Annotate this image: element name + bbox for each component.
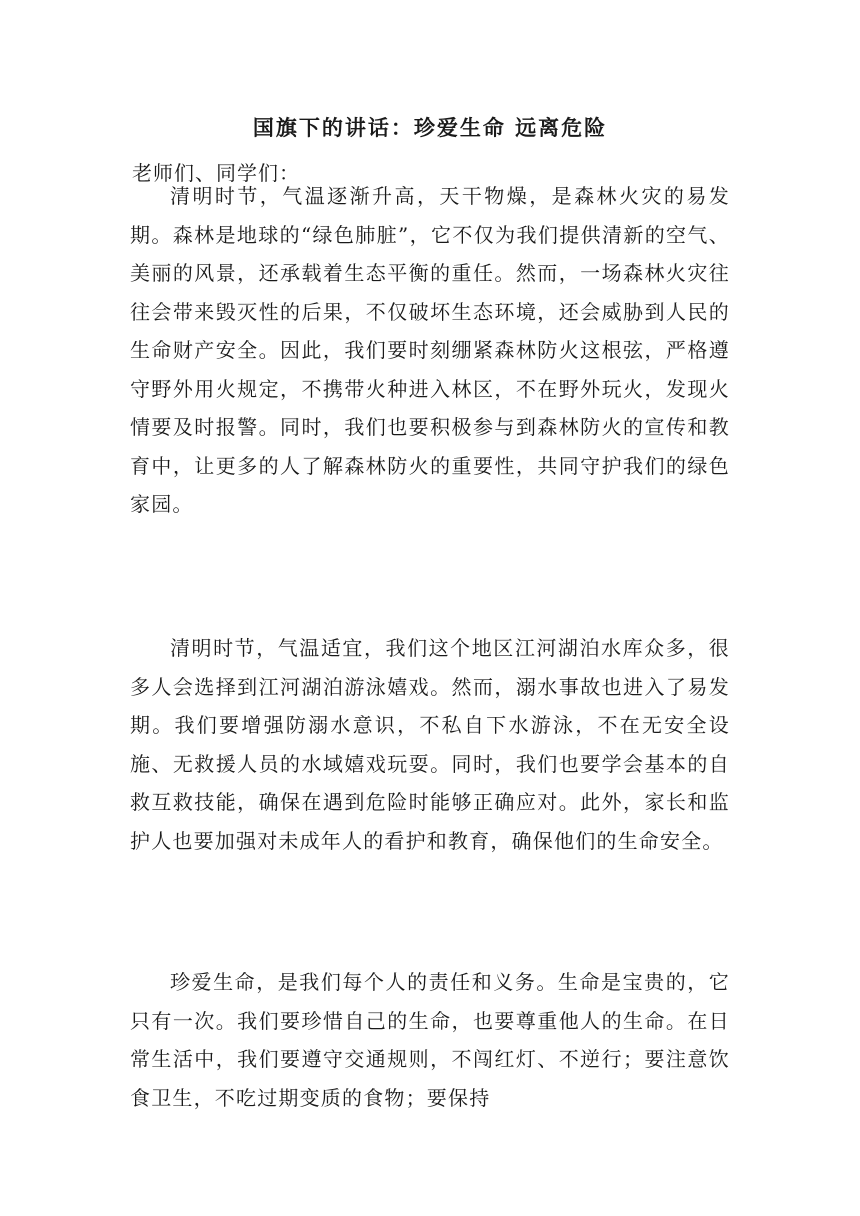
paragraph-cherish-life: 珍爱生命，是我们每个人的责任和义务。生命是宝贵的，它只有一次。我们要珍惜自己的生命，也要尊重他人的生命。在日常生活中，我们要遵守交通规则，不闯红灯、不逆行；要注意饮食卫生，不吃过期变质的食物；要保持 [130,970,730,1110]
greeting: 老师们、同学们： [132,161,300,185]
page-title: 国旗下的讲话：珍爱生命 远离危险 [252,115,608,140]
paragraph-drowning: 清明时节，气温适宜，我们这个地区江河湖泊水库众多，很多人会选择到江河湖泊游泳嬉戏。然而，溺水事故也进入了易发期。我们要增强防溺水意识，不私自下水游泳，不在无安全设施、无救援人员的水域嬉戏玩耍。同时，我们也要学会基本的自救互救技能，确保在遇到危险时能够正确应对。此外，家长和监护人也要加强对未成年人的看护和教育，确保他们的生命安全。 [130,636,730,853]
paragraph-forest-fire: 清明时节，气温逐渐升高，天干物燥，是森林火灾的易发期。森林是地球的“绿色肺脏”，它不仅为我们提供清新的空气、美丽的风景，还承载着生态平衡的重任。然而，一场森林火灾往往会带来毁灭性的后果，不仅破坏生态环境，还会威胁到人民的生命财产安全。因此，我们要时刻绷紧森林防火这根弦，严格遵守野外用火规定，不携带火种进入林区，不在野外玩火，发现火情要及时报警。同时，我们也要积极参与到森林防火的宣传和教育中，让更多的人了解森林防火的重要性，共同守护我们的绿色家园。 [130,184,730,516]
